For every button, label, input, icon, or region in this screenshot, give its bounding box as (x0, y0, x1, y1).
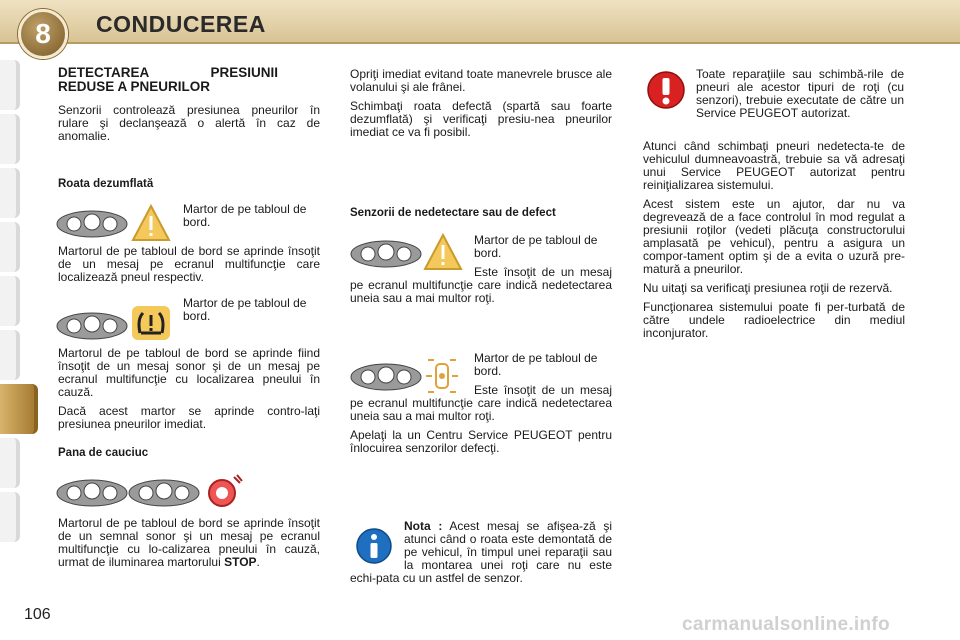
chapter-title: CONDUCEREA (96, 11, 266, 37)
warning-text-block (696, 68, 904, 126)
subheading-flat: Roata dezumflată (58, 178, 154, 190)
body-text: Schimbaţi roata defectă (spartă sau foarte dezumflată) şi verificaţi presiu-nea pneurilor imediat ce va fi posibil. (350, 99, 612, 139)
para-block (350, 234, 612, 311)
side-tab[interactable] (0, 438, 20, 488)
note-label: Nota : (404, 519, 443, 533)
dashboard-cluster-icon (56, 210, 128, 243)
column-1 (58, 66, 320, 149)
martor-label: Martor de pe tabloul de bord. (183, 296, 307, 323)
para-block (58, 347, 320, 437)
intro-text: Senzorii controlează presiunea pneurilor în rulare şi declanşează o alertă în caz de anomalie. (58, 103, 320, 143)
body-text: Funcţionarea sistemului poate fi per-turbată de către undele radioelectrice din mediul inconjurator. (643, 300, 905, 340)
watermark-logo: carmanualsonline.info (682, 614, 890, 635)
martor-label: Martor de pe tabloul de bord. (183, 202, 307, 229)
body-text: Acest sistem este un ajutor, dar nu va degrevează de a face controlul în mod regulat a presiunii roţilor (vedeti plăcuţa constructorului amplasată pe vehicul), pentru a asigura un compor-tament optim şi de a evita o uzură pre-matură a pneurilor. (643, 197, 905, 276)
warning-text: Toate reparaţiile sau schimbă-rile de pneuri ale acestor tipuri de roţi (cu senzori), trebuie executate de către un Service PEUGEOT autorizat. (696, 67, 904, 120)
subheading-puncture: Pana de cauciuc (58, 447, 149, 459)
column-2 (350, 68, 612, 145)
side-tab[interactable] (0, 492, 20, 542)
side-tab[interactable] (0, 114, 20, 164)
note-block (350, 520, 612, 591)
page-number: 106 (24, 606, 51, 623)
body-text: Nu uitaţi sa verificaţi presiunea roţii de rezervă. (643, 281, 893, 295)
note-text: Nota : Acest mesaj se afişea-ză şi atunci când o roata este demontată de pe vehicul, în timpul unei reparaţii sau la montarea unei roţi care nu este echi-pata cu un astfel de senzor. (350, 519, 613, 585)
body-text: Este însoţit de un mesaj pe ecranul multifuncţie care indică nedetectarea uneia sau a mai multor roţi. (350, 383, 612, 423)
side-tab[interactable] (0, 276, 20, 326)
side-tab[interactable] (0, 330, 20, 380)
chapter-header (0, 0, 960, 49)
side-tab-active[interactable] (0, 384, 38, 434)
side-tabs (0, 60, 22, 546)
dashboard-cluster-icon (56, 479, 128, 512)
puncture-warning-icon (204, 473, 244, 514)
subheading-sensors: Senzorii de nedetectare sau de defect (350, 207, 556, 219)
martor-label: Martor de pe tabloul de bord. (474, 351, 598, 378)
column-3 (643, 140, 905, 346)
para-block (58, 517, 320, 575)
tyre-pressure-warning-icon (131, 305, 171, 346)
body-text: Dacă acest martor se aprinde contro-laţi presiunea pneurilor imediat. (58, 404, 320, 431)
body-text: Atunci când schimbaţi pneuri nedetecta-te de vehiculul dumneavoastră, trebuie sa vă adresaţi unui Service PEUGEOT autorizat pentru reiniţializarea sistemului. (643, 139, 905, 192)
body-text: Opriţi imediat evitand toate manevrele brusce ale volanului şi ale frânei. (350, 67, 612, 94)
dashboard-cluster-icon (128, 479, 200, 512)
para-block (58, 245, 320, 290)
body-text: Martorul de pe tabloul de bord se aprinde fiind însoţit de un mesaj sonor şi de un mesaj pe ecranul multifuncţie cu localizarea pneului în cauză. (58, 346, 320, 399)
dashboard-cluster-icon (56, 312, 128, 345)
side-tab[interactable] (0, 60, 20, 110)
para-block (350, 352, 612, 461)
side-tab[interactable] (0, 222, 20, 272)
body-text: Este însoţit de un mesaj pe ecranul multifuncţie care indică nedetectarea uneia sau a mai multor roţi. (350, 265, 612, 305)
section-title: DETECTAREA PRESIUNII REDUSE A PNEURILOR (58, 65, 278, 94)
martor-label: Martor de pe tabloul de bord. (474, 233, 598, 260)
body-text: Martorul de pe tabloul de bord se aprinde însoţit de un mesaj pe ecranul multifuncţie care localizează pneul respectiv. (58, 244, 320, 284)
exclamation-warning-icon (646, 70, 686, 115)
stop-label: STOP (224, 555, 257, 569)
chapter-number-badge: 8 (18, 9, 68, 59)
body-text: Martorul de pe tabloul de bord se aprinde însoţit de un semnal sonor şi un mesaj pe ecranul multifuncţie cu lo-calizarea pneului în cauză, urmat de iluminarea martorului STOP. (58, 516, 320, 569)
side-tab[interactable] (0, 168, 20, 218)
warning-triangle-icon (131, 204, 171, 247)
body-text: Apelaţi la un Centru Service PEUGEOT pentru înlocuirea senzorilor defecţi. (350, 428, 612, 455)
